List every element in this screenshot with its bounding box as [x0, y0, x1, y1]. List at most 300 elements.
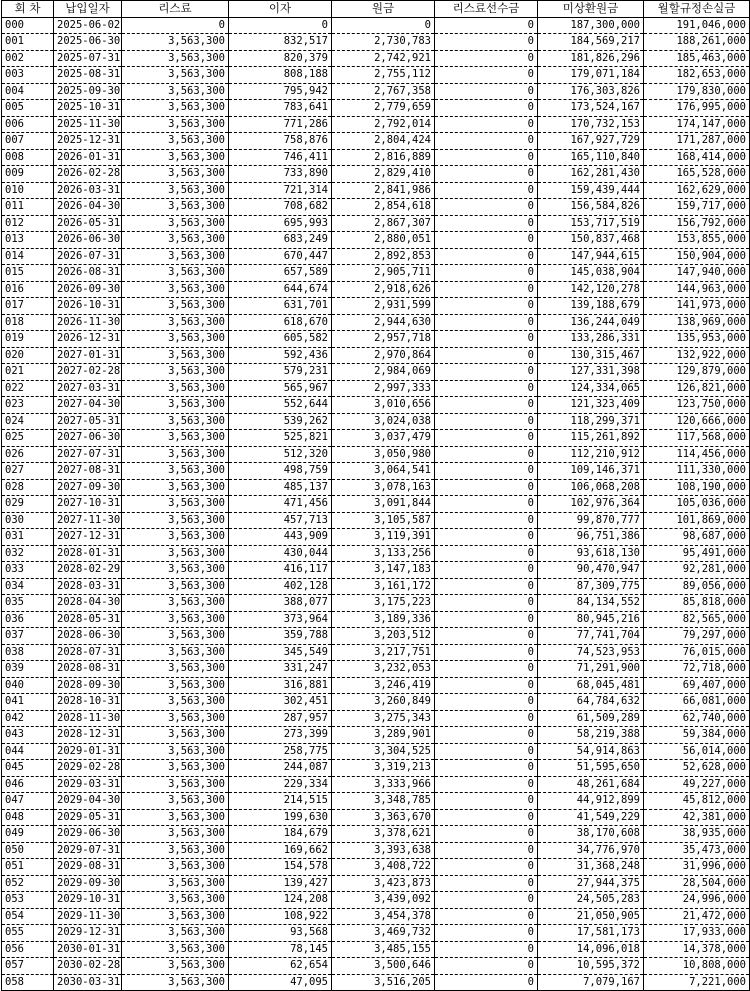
cell-monthly-loss-amount: 114,456,000	[644, 446, 750, 463]
table-row	[2, 364, 750, 381]
cell-principal: 3,037,479	[332, 430, 435, 447]
table-row	[2, 611, 750, 628]
cell-interest: 605,582	[229, 331, 332, 348]
cell-payment-date: 2026-06-30	[54, 232, 122, 249]
cell-lease-prepayment: 0	[435, 496, 538, 513]
table-row	[2, 892, 750, 909]
cell-round: 052	[2, 875, 54, 892]
cell-lease-fee: 3,563,300	[122, 661, 229, 678]
cell-interest: 62,654	[229, 958, 332, 975]
cell-principal: 2,984,069	[332, 364, 435, 381]
cell-round: 027	[2, 463, 54, 480]
table-row	[2, 298, 750, 315]
cell-interest: 820,379	[229, 50, 332, 67]
cell-interest: 808,188	[229, 67, 332, 84]
cell-lease-fee: 3,563,300	[122, 958, 229, 975]
table-row	[2, 446, 750, 463]
table-row	[2, 17, 750, 34]
cell-monthly-loss-amount: 66,081,000	[644, 694, 750, 711]
cell-monthly-loss-amount: 72,718,000	[644, 661, 750, 678]
column-header-round: 회 차	[2, 1, 54, 18]
table-row	[2, 166, 750, 183]
cell-payment-date: 2027-09-30	[54, 479, 122, 496]
cell-interest: 579,231	[229, 364, 332, 381]
cell-lease-fee: 3,563,300	[122, 149, 229, 166]
cell-outstanding-principal: 153,717,519	[538, 215, 644, 232]
cell-lease-prepayment: 0	[435, 529, 538, 546]
cell-payment-date: 2025-06-30	[54, 34, 122, 51]
cell-payment-date: 2028-01-31	[54, 545, 122, 562]
cell-lease-prepayment: 0	[435, 694, 538, 711]
cell-round: 030	[2, 512, 54, 529]
cell-principal: 3,319,213	[332, 760, 435, 777]
cell-lease-fee: 3,563,300	[122, 595, 229, 612]
cell-lease-fee: 3,563,300	[122, 83, 229, 100]
cell-principal: 3,454,378	[332, 908, 435, 925]
cell-principal: 2,841,986	[332, 182, 435, 199]
cell-outstanding-principal: 77,741,704	[538, 628, 644, 645]
cell-outstanding-principal: 176,303,826	[538, 83, 644, 100]
cell-monthly-loss-amount: 159,717,000	[644, 199, 750, 216]
cell-interest: 565,967	[229, 380, 332, 397]
table-row	[2, 100, 750, 117]
table-row	[2, 595, 750, 612]
cell-payment-date: 2027-02-28	[54, 364, 122, 381]
cell-payment-date: 2030-02-28	[54, 958, 122, 975]
cell-lease-prepayment: 0	[435, 859, 538, 876]
cell-lease-prepayment: 0	[435, 133, 538, 150]
cell-lease-fee: 3,563,300	[122, 809, 229, 826]
cell-interest: 457,713	[229, 512, 332, 529]
cell-round: 003	[2, 67, 54, 84]
cell-round: 058	[2, 974, 54, 991]
cell-principal: 0	[332, 17, 435, 34]
cell-monthly-loss-amount: 21,472,000	[644, 908, 750, 925]
cell-outstanding-principal: 21,050,905	[538, 908, 644, 925]
cell-monthly-loss-amount: 171,287,000	[644, 133, 750, 150]
table-row	[2, 776, 750, 793]
cell-interest: 316,881	[229, 677, 332, 694]
table-row	[2, 248, 750, 265]
column-header-lease-fee: 리스료	[122, 1, 229, 18]
cell-principal: 3,485,155	[332, 941, 435, 958]
cell-lease-prepayment: 0	[435, 743, 538, 760]
cell-interest: 471,456	[229, 496, 332, 513]
table-row	[2, 430, 750, 447]
cell-payment-date: 2026-04-30	[54, 199, 122, 216]
cell-round: 036	[2, 611, 54, 628]
cell-round: 004	[2, 83, 54, 100]
cell-lease-prepayment: 0	[435, 17, 538, 34]
cell-interest: 832,517	[229, 34, 332, 51]
cell-principal: 3,217,751	[332, 644, 435, 661]
cell-principal: 2,816,889	[332, 149, 435, 166]
cell-principal: 3,119,391	[332, 529, 435, 546]
cell-principal: 2,829,410	[332, 166, 435, 183]
cell-monthly-loss-amount: 49,227,000	[644, 776, 750, 793]
cell-lease-prepayment: 0	[435, 875, 538, 892]
cell-lease-prepayment: 0	[435, 397, 538, 414]
cell-monthly-loss-amount: 95,491,000	[644, 545, 750, 562]
cell-payment-date: 2025-10-31	[54, 100, 122, 117]
cell-outstanding-principal: 10,595,372	[538, 958, 644, 975]
cell-interest: 657,589	[229, 265, 332, 282]
cell-principal: 3,423,873	[332, 875, 435, 892]
cell-principal: 2,867,307	[332, 215, 435, 232]
cell-lease-fee: 3,563,300	[122, 875, 229, 892]
table-row	[2, 512, 750, 529]
cell-monthly-loss-amount: 31,996,000	[644, 859, 750, 876]
cell-interest: 733,890	[229, 166, 332, 183]
cell-lease-fee: 3,563,300	[122, 842, 229, 859]
table-row	[2, 958, 750, 975]
cell-round: 039	[2, 661, 54, 678]
cell-interest: 184,679	[229, 826, 332, 843]
cell-interest: 758,876	[229, 133, 332, 150]
cell-principal: 3,348,785	[332, 793, 435, 810]
cell-outstanding-principal: 14,096,018	[538, 941, 644, 958]
cell-lease-fee: 3,563,300	[122, 628, 229, 645]
cell-round: 016	[2, 281, 54, 298]
cell-lease-fee: 3,563,300	[122, 727, 229, 744]
cell-round: 000	[2, 17, 54, 34]
cell-outstanding-principal: 173,524,167	[538, 100, 644, 117]
cell-interest: 525,821	[229, 430, 332, 447]
cell-interest: 771,286	[229, 116, 332, 133]
cell-outstanding-principal: 99,870,777	[538, 512, 644, 529]
cell-lease-prepayment: 0	[435, 314, 538, 331]
cell-monthly-loss-amount: 191,046,000	[644, 17, 750, 34]
cell-principal: 3,232,053	[332, 661, 435, 678]
cell-lease-prepayment: 0	[435, 248, 538, 265]
cell-interest: 373,964	[229, 611, 332, 628]
cell-lease-prepayment: 0	[435, 67, 538, 84]
cell-monthly-loss-amount: 185,463,000	[644, 50, 750, 67]
cell-outstanding-principal: 156,584,826	[538, 199, 644, 216]
cell-monthly-loss-amount: 69,407,000	[644, 677, 750, 694]
cell-lease-prepayment: 0	[435, 215, 538, 232]
cell-monthly-loss-amount: 176,995,000	[644, 100, 750, 117]
cell-lease-fee: 3,563,300	[122, 760, 229, 777]
cell-payment-date: 2027-05-31	[54, 413, 122, 430]
table-row	[2, 67, 750, 84]
cell-monthly-loss-amount: 101,869,000	[644, 512, 750, 529]
cell-lease-prepayment: 0	[435, 809, 538, 826]
cell-interest: 539,262	[229, 413, 332, 430]
cell-outstanding-principal: 181,826,296	[538, 50, 644, 67]
cell-lease-prepayment: 0	[435, 892, 538, 909]
cell-outstanding-principal: 112,210,912	[538, 446, 644, 463]
cell-round: 046	[2, 776, 54, 793]
cell-outstanding-principal: 7,079,167	[538, 974, 644, 991]
cell-round: 019	[2, 331, 54, 348]
cell-outstanding-principal: 109,146,371	[538, 463, 644, 480]
header-row	[2, 1, 750, 18]
table-row	[2, 199, 750, 216]
cell-round: 054	[2, 908, 54, 925]
cell-outstanding-principal: 136,244,049	[538, 314, 644, 331]
cell-lease-prepayment: 0	[435, 166, 538, 183]
cell-monthly-loss-amount: 156,792,000	[644, 215, 750, 232]
cell-principal: 3,363,670	[332, 809, 435, 826]
cell-lease-prepayment: 0	[435, 578, 538, 595]
cell-round: 026	[2, 446, 54, 463]
cell-lease-fee: 3,563,300	[122, 215, 229, 232]
cell-principal: 3,439,092	[332, 892, 435, 909]
cell-lease-fee: 3,563,300	[122, 743, 229, 760]
cell-outstanding-principal: 87,309,775	[538, 578, 644, 595]
table-row	[2, 842, 750, 859]
cell-payment-date: 2027-11-30	[54, 512, 122, 529]
cell-interest: 108,922	[229, 908, 332, 925]
cell-round: 033	[2, 562, 54, 579]
table-row	[2, 182, 750, 199]
column-header-interest: 이자	[229, 1, 332, 18]
cell-outstanding-principal: 31,368,248	[538, 859, 644, 876]
cell-lease-prepayment: 0	[435, 958, 538, 975]
cell-round: 017	[2, 298, 54, 315]
cell-outstanding-principal: 58,219,388	[538, 727, 644, 744]
cell-interest: 0	[229, 17, 332, 34]
cell-payment-date: 2029-01-31	[54, 743, 122, 760]
cell-principal: 2,944,630	[332, 314, 435, 331]
cell-lease-fee: 3,563,300	[122, 545, 229, 562]
cell-payment-date: 2026-03-31	[54, 182, 122, 199]
cell-round: 051	[2, 859, 54, 876]
cell-principal: 3,500,646	[332, 958, 435, 975]
cell-payment-date: 2026-08-31	[54, 265, 122, 282]
cell-lease-prepayment: 0	[435, 232, 538, 249]
cell-payment-date: 2028-08-31	[54, 661, 122, 678]
cell-interest: 618,670	[229, 314, 332, 331]
cell-lease-fee: 3,563,300	[122, 512, 229, 529]
cell-monthly-loss-amount: 108,190,000	[644, 479, 750, 496]
table-row	[2, 727, 750, 744]
cell-monthly-loss-amount: 165,528,000	[644, 166, 750, 183]
cell-outstanding-principal: 74,523,953	[538, 644, 644, 661]
cell-lease-fee: 3,563,300	[122, 941, 229, 958]
cell-outstanding-principal: 165,110,840	[538, 149, 644, 166]
cell-monthly-loss-amount: 85,818,000	[644, 595, 750, 612]
cell-interest: 783,641	[229, 100, 332, 117]
cell-outstanding-principal: 115,261,892	[538, 430, 644, 447]
cell-outstanding-principal: 44,912,899	[538, 793, 644, 810]
table-body	[2, 17, 750, 991]
cell-monthly-loss-amount: 14,378,000	[644, 941, 750, 958]
cell-outstanding-principal: 106,068,208	[538, 479, 644, 496]
cell-payment-date: 2026-07-31	[54, 248, 122, 265]
cell-payment-date: 2026-11-30	[54, 314, 122, 331]
cell-payment-date: 2029-05-31	[54, 809, 122, 826]
cell-principal: 3,378,621	[332, 826, 435, 843]
cell-lease-prepayment: 0	[435, 331, 538, 348]
cell-round: 057	[2, 958, 54, 975]
cell-monthly-loss-amount: 38,935,000	[644, 826, 750, 843]
cell-principal: 3,161,172	[332, 578, 435, 595]
cell-round: 009	[2, 166, 54, 183]
cell-interest: 552,644	[229, 397, 332, 414]
cell-round: 005	[2, 100, 54, 117]
cell-lease-fee: 3,563,300	[122, 578, 229, 595]
cell-round: 023	[2, 397, 54, 414]
cell-monthly-loss-amount: 123,750,000	[644, 397, 750, 414]
cell-principal: 3,078,163	[332, 479, 435, 496]
table-row	[2, 694, 750, 711]
cell-lease-fee: 3,563,300	[122, 34, 229, 51]
cell-principal: 3,275,343	[332, 710, 435, 727]
cell-lease-prepayment: 0	[435, 727, 538, 744]
table-row	[2, 116, 750, 133]
cell-lease-prepayment: 0	[435, 941, 538, 958]
cell-round: 029	[2, 496, 54, 513]
cell-lease-fee: 3,563,300	[122, 908, 229, 925]
cell-outstanding-principal: 68,045,481	[538, 677, 644, 694]
cell-lease-prepayment: 0	[435, 100, 538, 117]
cell-outstanding-principal: 124,334,065	[538, 380, 644, 397]
cell-lease-fee: 3,563,300	[122, 413, 229, 430]
cell-lease-prepayment: 0	[435, 628, 538, 645]
cell-round: 008	[2, 149, 54, 166]
cell-lease-fee: 3,563,300	[122, 347, 229, 364]
cell-round: 041	[2, 694, 54, 711]
cell-monthly-loss-amount: 24,996,000	[644, 892, 750, 909]
cell-monthly-loss-amount: 52,628,000	[644, 760, 750, 777]
cell-principal: 3,147,183	[332, 562, 435, 579]
cell-lease-prepayment: 0	[435, 545, 538, 562]
cell-lease-fee: 3,563,300	[122, 479, 229, 496]
cell-monthly-loss-amount: 76,015,000	[644, 644, 750, 661]
cell-lease-fee: 3,563,300	[122, 364, 229, 381]
table-row	[2, 562, 750, 579]
cell-round: 035	[2, 595, 54, 612]
cell-lease-prepayment: 0	[435, 479, 538, 496]
cell-round: 056	[2, 941, 54, 958]
cell-principal: 3,203,512	[332, 628, 435, 645]
cell-lease-prepayment: 0	[435, 50, 538, 67]
cell-payment-date: 2030-01-31	[54, 941, 122, 958]
cell-lease-prepayment: 0	[435, 826, 538, 843]
cell-monthly-loss-amount: 132,922,000	[644, 347, 750, 364]
table-row	[2, 50, 750, 67]
cell-outstanding-principal: 162,281,430	[538, 166, 644, 183]
cell-outstanding-principal: 41,549,229	[538, 809, 644, 826]
table-row	[2, 314, 750, 331]
cell-interest: 416,117	[229, 562, 332, 579]
cell-interest: 199,630	[229, 809, 332, 826]
cell-round: 007	[2, 133, 54, 150]
cell-lease-fee: 3,563,300	[122, 710, 229, 727]
cell-lease-fee: 3,563,300	[122, 892, 229, 909]
cell-lease-fee: 3,563,300	[122, 166, 229, 183]
cell-monthly-loss-amount: 82,565,000	[644, 611, 750, 628]
table-row	[2, 661, 750, 678]
cell-lease-fee: 3,563,300	[122, 380, 229, 397]
cell-lease-fee: 3,563,300	[122, 182, 229, 199]
cell-round: 049	[2, 826, 54, 843]
cell-lease-fee: 3,563,300	[122, 116, 229, 133]
cell-outstanding-principal: 17,581,173	[538, 925, 644, 942]
cell-interest: 331,247	[229, 661, 332, 678]
cell-outstanding-principal: 61,509,289	[538, 710, 644, 727]
cell-round: 025	[2, 430, 54, 447]
cell-round: 013	[2, 232, 54, 249]
table-row	[2, 545, 750, 562]
cell-interest: 244,087	[229, 760, 332, 777]
cell-monthly-loss-amount: 28,504,000	[644, 875, 750, 892]
cell-principal: 3,393,638	[332, 842, 435, 859]
cell-lease-prepayment: 0	[435, 644, 538, 661]
cell-lease-prepayment: 0	[435, 463, 538, 480]
cell-monthly-loss-amount: 92,281,000	[644, 562, 750, 579]
cell-monthly-loss-amount: 135,953,000	[644, 331, 750, 348]
table-row	[2, 281, 750, 298]
cell-outstanding-principal: 34,776,970	[538, 842, 644, 859]
cell-interest: 258,775	[229, 743, 332, 760]
cell-payment-date: 2026-02-28	[54, 166, 122, 183]
table-row	[2, 875, 750, 892]
cell-round: 032	[2, 545, 54, 562]
cell-outstanding-principal: 27,944,375	[538, 875, 644, 892]
table-row	[2, 760, 750, 777]
table-row	[2, 331, 750, 348]
cell-interest: 485,137	[229, 479, 332, 496]
cell-interest: 169,662	[229, 842, 332, 859]
cell-lease-prepayment: 0	[435, 925, 538, 942]
cell-lease-fee: 3,563,300	[122, 826, 229, 843]
cell-monthly-loss-amount: 59,384,000	[644, 727, 750, 744]
cell-outstanding-principal: 159,439,444	[538, 182, 644, 199]
table-row	[2, 628, 750, 645]
cell-interest: 124,208	[229, 892, 332, 909]
cell-outstanding-principal: 102,976,364	[538, 496, 644, 513]
table-row	[2, 743, 750, 760]
cell-payment-date: 2027-07-31	[54, 446, 122, 463]
cell-interest: 47,095	[229, 974, 332, 991]
cell-lease-fee: 3,563,300	[122, 100, 229, 117]
cell-lease-prepayment: 0	[435, 413, 538, 430]
cell-payment-date: 2029-06-30	[54, 826, 122, 843]
cell-outstanding-principal: 96,751,386	[538, 529, 644, 546]
table-row	[2, 710, 750, 727]
cell-outstanding-principal: 139,188,679	[538, 298, 644, 315]
cell-interest: 683,249	[229, 232, 332, 249]
cell-principal: 2,804,424	[332, 133, 435, 150]
lease-schedule-table	[1, 0, 750, 991]
cell-payment-date: 2028-10-31	[54, 694, 122, 711]
cell-principal: 2,905,711	[332, 265, 435, 282]
cell-lease-fee: 3,563,300	[122, 611, 229, 628]
cell-principal: 3,050,980	[332, 446, 435, 463]
cell-round: 006	[2, 116, 54, 133]
cell-monthly-loss-amount: 150,904,000	[644, 248, 750, 265]
cell-interest: 670,447	[229, 248, 332, 265]
cell-interest: 402,128	[229, 578, 332, 595]
cell-principal: 3,133,256	[332, 545, 435, 562]
cell-round: 024	[2, 413, 54, 430]
cell-payment-date: 2028-03-31	[54, 578, 122, 595]
cell-outstanding-principal: 179,071,184	[538, 67, 644, 84]
table-row	[2, 479, 750, 496]
cell-principal: 2,997,333	[332, 380, 435, 397]
table-row	[2, 677, 750, 694]
table-row	[2, 578, 750, 595]
cell-principal: 2,742,921	[332, 50, 435, 67]
cell-principal: 2,854,618	[332, 199, 435, 216]
table-row	[2, 397, 750, 414]
cell-outstanding-principal: 38,170,608	[538, 826, 644, 843]
cell-interest: 644,674	[229, 281, 332, 298]
cell-principal: 3,469,732	[332, 925, 435, 942]
